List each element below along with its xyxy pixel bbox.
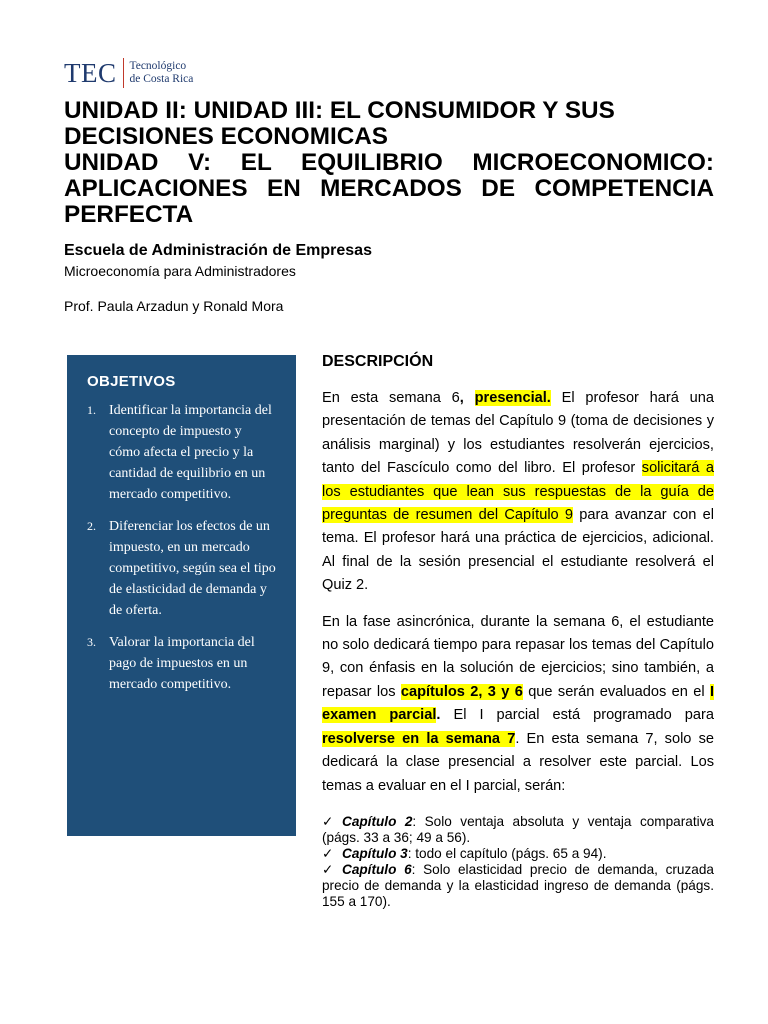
objective-number: 3. <box>87 635 96 649</box>
exam-topic-item <box>322 846 714 862</box>
p2-text-e: El I parcial está programado para <box>440 707 714 724</box>
p2-text-a: En la fase asincrónica, durante la semana 6, el estudiante no solo dedicará tiempo para repasar los temas del Capítulo 9, con énfasis en la solución de ejercicios; sino también, a repasar los <box>322 613 714 700</box>
logo-text <box>130 60 194 86</box>
chapter-label: Capítulo 6 <box>342 861 412 877</box>
highlight-chapters: capítulos 2, 3 y 6 <box>400 683 523 700</box>
chapter-detail: : todo el capítulo (págs. 65 a 94). <box>407 845 607 861</box>
highlight-request: solicitará a los estudiantes que lean sus respuestas de la guía de preguntas de resumen del Capítulo 9 <box>322 460 714 524</box>
title-line-4: APLICACIONES EN MERCADOS DE COMPETENCIA <box>64 175 714 202</box>
logo-line-1: Tecnológico <box>129 60 187 72</box>
objective-number: 2. <box>87 519 96 533</box>
school-name: Escuela de Administración de Empresas <box>64 242 372 259</box>
p1-comma: , <box>459 390 475 406</box>
objective-item <box>87 632 276 695</box>
check-icon: ✓ <box>322 813 334 829</box>
chapter-label: Capítulo 2 <box>342 813 413 829</box>
objective-text: Valorar la importancia del pago de impuestos en un mercado competitivo. <box>109 635 255 692</box>
course-name: Microeconomía para Administradores <box>64 263 296 279</box>
title-line-5: PERFECTA <box>64 201 194 228</box>
objective-text: Identificar la importancia del concepto de impuesto y cómo afecta el precio y la cantidad de equilibrio en un mercado competitivo. <box>109 403 272 502</box>
logo-divider <box>123 58 124 88</box>
objective-item <box>87 400 276 505</box>
highlight-presencial: presencial. <box>474 390 551 406</box>
title-line-1: UNIDAD II: UNIDAD III: EL CONSUMIDOR Y SUS <box>64 97 615 124</box>
description-heading: DESCRIPCIÓN <box>322 353 434 370</box>
title-line-2: DECISIONES ECONOMICAS <box>64 123 388 150</box>
p2-text-e-bold: . <box>436 707 441 724</box>
objective-text: Diferenciar los efectos de un impuesto, en un mercado competitivo, según sea el tipo de elasticidad de demanda y de oferta. <box>109 519 276 618</box>
chapter-detail: : Solo elasticidad precio de demanda, cruzada precio de demanda y la elasticidad ingreso de demanda (págs. 155 a 170). <box>322 861 714 909</box>
p1-text-f: para avanzar con el tema. El profesor hará una práctica de ejercicios, adicional. Al final de la sesión presencial el estudiante resolverá el Quiz 2. <box>322 507 714 594</box>
professors: Prof. Paula Arzadun y Ronald Mora <box>64 298 284 314</box>
p1-text-a: En esta semana 6 <box>322 390 460 406</box>
chapter-label: Capítulo 3 <box>342 845 408 861</box>
check-icon: ✓ <box>322 861 334 877</box>
page-title <box>64 98 714 228</box>
logo-mark: TEC <box>64 57 117 88</box>
exam-topic-item <box>322 862 714 910</box>
objective-number: 1. <box>87 403 96 417</box>
tec-logo <box>64 56 193 90</box>
title-line-3: UNIDAD V: EL EQUILIBRIO MICROECONOMICO: <box>64 149 714 176</box>
description-paragraph-1 <box>322 387 714 598</box>
chapter-detail: : Solo ventaja absoluta y ventaja comparativa (págs. 33 a 36; 49 a 56). <box>322 813 714 845</box>
logo-line-2: de Costa Rica <box>129 73 194 85</box>
objectives-list <box>87 400 276 695</box>
highlight-week7: resolverse en la semana 7 <box>322 730 516 747</box>
p1-text-d: El profesor hará una presentación de temas del Capítulo 9 (toma de decisiones y análisis marginal) y los estudiantes resolverán ejercicios, tanto del Fascículo como del libro. El profesor <box>322 390 715 477</box>
check-icon: ✓ <box>322 845 334 861</box>
exam-topic-item <box>322 814 714 846</box>
description-section <box>322 353 714 910</box>
exam-topics-list <box>322 814 714 910</box>
objective-item <box>87 516 276 621</box>
p2-text-g: . En esta semana 7, solo se dedicará la clase presencial a resolver este parcial. Los temas a evaluar en el I parcial, serán: <box>322 730 714 794</box>
objectives-heading: OBJETIVOS <box>87 373 176 390</box>
highlight-exam: I examen parcial <box>322 683 714 724</box>
objectives-panel <box>67 355 296 836</box>
description-paragraph-2 <box>322 611 714 798</box>
p2-text-c: que serán evaluados en el <box>522 683 710 700</box>
